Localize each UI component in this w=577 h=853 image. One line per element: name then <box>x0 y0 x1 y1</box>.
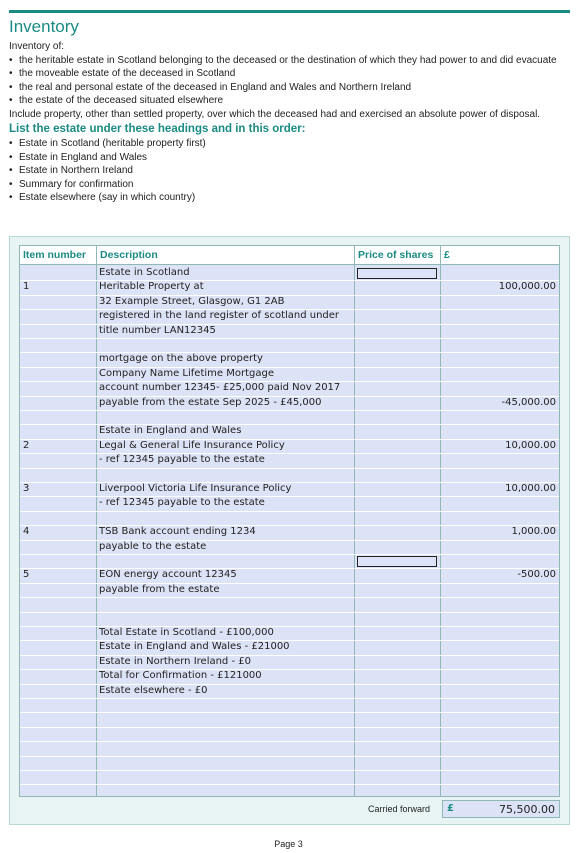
description-cell: Legal & General Life Insurance Policy <box>99 439 285 451</box>
row-divider <box>20 338 559 339</box>
item-number-cell: 3 <box>23 483 30 494</box>
include-note: Include property, other than settled property, over which the deceased had and exercised an absolute power of disposal. <box>9 108 541 120</box>
item-number-cell: 5 <box>23 569 30 581</box>
list-item: • Estate elsewhere (say in which country) <box>9 191 569 205</box>
price-of-shares-box[interactable] <box>357 556 437 567</box>
description-cell: Estate in England and Wales <box>99 425 242 437</box>
description-cell: payable to the estate <box>99 540 207 552</box>
description-cell: Heritable Property at <box>99 281 204 293</box>
description-cell: payable from the estate Sep 2025 - £45,000 <box>99 396 322 408</box>
description-cell: Estate elsewhere - £0 <box>99 684 208 696</box>
list-item: • Summary for confirmation <box>9 178 569 192</box>
description-cell: EON energy account 12345 <box>99 569 237 581</box>
description-cell: Estate in Scotland <box>99 267 190 278</box>
intro-label: Inventory of: <box>9 41 65 52</box>
item-number-cell: 4 <box>23 526 30 538</box>
price-of-shares-box[interactable] <box>357 268 437 279</box>
page-title: Inventory <box>9 17 79 36</box>
list-heading: List the estate under these headings and in this order: <box>9 123 306 135</box>
carried-forward-label: Carried forward <box>368 804 431 814</box>
list-item: • Estate in Northern Ireland <box>9 164 569 178</box>
row-divider <box>20 410 559 411</box>
description-cell: Estate in England and Wales - £21000 <box>99 641 290 653</box>
description-cell: - ref 12345 payable to the estate <box>99 497 265 509</box>
amount-cell: 100,000.00 <box>498 281 556 293</box>
amount-cell: -500.00 <box>517 569 556 581</box>
description-cell: TSB Bank account ending 1234 <box>99 526 256 538</box>
description-cell: mortgage on the above property <box>99 353 263 365</box>
list-item: • the moveable estate of the deceased in Scotland <box>9 67 569 81</box>
description-cell: Total for Confirmation - £121000 <box>99 670 262 682</box>
header-divider <box>20 264 559 265</box>
page-number: Page 3 <box>274 839 303 849</box>
row-divider <box>20 468 559 469</box>
amount-cell: 1,000.00 <box>511 526 556 538</box>
row-divider <box>20 727 559 728</box>
carried-forward-amount: 75,500.00 <box>499 803 555 816</box>
header-pound: £ <box>441 246 559 264</box>
description-cell: Company Name Lifetime Mortgage <box>99 367 274 379</box>
list-item: • Estate in England and Wales <box>9 151 569 165</box>
inventory-table <box>19 245 560 797</box>
description-cell: Liverpool Victoria Life Insurance Policy <box>99 483 292 494</box>
row-divider <box>20 784 559 785</box>
description-cell: payable from the estate <box>99 583 220 595</box>
header-description: Description <box>97 246 354 264</box>
list-item: • the estate of the deceased situated elsewhere <box>9 94 569 108</box>
description-cell: 32 Example Street, Glasgow, G1 2AB <box>99 295 285 307</box>
list-item: • the heritable estate in Scotland belonging to the deceased or the destination of which they had power to and did evacuate <box>9 54 569 68</box>
item-number-cell: 2 <box>23 439 30 451</box>
header-price-of-shares: Price of shares <box>355 246 440 264</box>
column-divider <box>354 246 355 796</box>
row-divider <box>20 770 559 771</box>
item-number-cell: 1 <box>23 281 30 293</box>
row-divider <box>20 712 559 713</box>
description-cell: title number LAN12345 <box>99 324 216 336</box>
intro-section <box>9 40 569 205</box>
amount-cell: 10,000.00 <box>505 483 556 494</box>
list-item: • the real and personal estate of the deceased in England and Wales and Northern Ireland <box>9 81 569 95</box>
column-divider <box>440 246 441 796</box>
row-divider <box>20 756 559 757</box>
order-bullet-list <box>9 137 569 205</box>
row-divider <box>20 612 559 613</box>
column-divider <box>96 246 97 796</box>
top-rule <box>9 10 570 13</box>
row-divider <box>20 511 559 512</box>
amount-cell: -45,000.00 <box>501 396 556 408</box>
description-cell: - ref 12345 payable to the estate <box>99 454 265 466</box>
description-cell: Total Estate in Scotland - £100,000 <box>99 627 274 638</box>
intro-bullet-list <box>9 54 569 108</box>
amount-cell: 10,000.00 <box>505 439 556 451</box>
row-divider <box>20 554 559 555</box>
header-item-number: Item number <box>20 246 96 264</box>
description-cell: registered in the land register of scotland under <box>99 310 340 322</box>
carried-forward-box <box>442 800 560 818</box>
row-divider <box>20 698 559 699</box>
carried-forward-pound: £ <box>447 803 454 814</box>
list-item: • Estate in Scotland (heritable property first) <box>9 137 569 151</box>
description-cell: Estate in Northern Ireland - £0 <box>99 655 251 667</box>
row-divider <box>20 597 559 598</box>
description-cell: account number 12345- £25,000 paid Nov 2017 <box>99 382 341 394</box>
row-divider <box>20 741 559 742</box>
